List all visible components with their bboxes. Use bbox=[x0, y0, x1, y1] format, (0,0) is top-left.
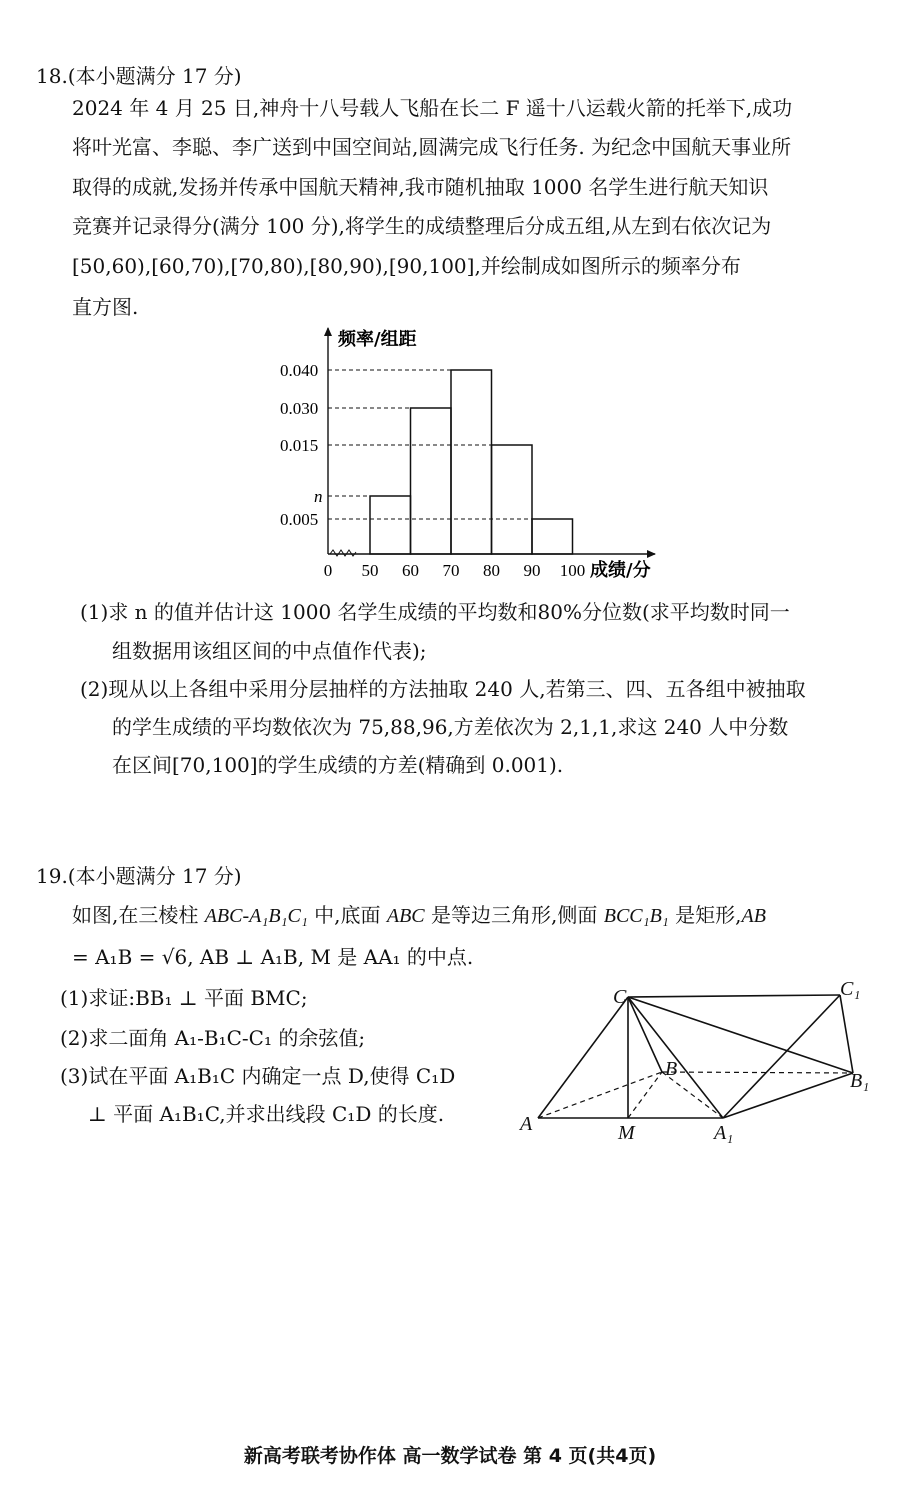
label-C1: C₁ bbox=[840, 978, 861, 1000]
q18-part2-line3: 在区间[70,100]的学生成绩的方差(精确到 0.001). bbox=[112, 753, 564, 777]
q19-part3-line2: ⊥ 平面 A₁B₁C,并求出线段 C₁D 的长度. bbox=[88, 1102, 445, 1126]
y-tick-label: 0.040 bbox=[280, 361, 319, 380]
y-tick-label: 0.005 bbox=[280, 510, 319, 529]
q18-line-2: 将叶光富、李聪、李广送到中国空间站,圆满完成飞行任务. 为纪念中国航天事业所 bbox=[72, 135, 792, 159]
label-B: B bbox=[665, 1058, 678, 1080]
face-name: BCC₁B₁ bbox=[603, 905, 669, 927]
q18-part2-line2: 的学生成绩的平均数依次为 75,88,96,方差依次为 2,1,1,求这 240 人中分数 bbox=[112, 715, 789, 739]
x-tick-label: 50 bbox=[361, 561, 379, 580]
label-M: M bbox=[618, 1122, 635, 1144]
label-A1: A₁ bbox=[714, 1122, 734, 1144]
y-tick-label: 0.030 bbox=[280, 399, 319, 418]
q18-header: 18.(本小题满分 17 分) bbox=[36, 64, 242, 88]
q18-line-1: 2024 年 4 月 25 日,神舟十八号载人飞船在长二 F 遥十八运载火箭的托举下,成功 bbox=[72, 96, 793, 120]
label-A: A bbox=[520, 1113, 533, 1135]
label-B1: B₁ bbox=[850, 1070, 870, 1092]
q19-line-1 bbox=[72, 899, 766, 928]
q19-header: 19.(本小题满分 17 分) bbox=[36, 864, 242, 888]
q19-line1-end: 是矩形, bbox=[668, 903, 742, 927]
y-axis-label: 频率/组距 bbox=[338, 329, 417, 350]
x-tick-label: 100 bbox=[559, 561, 586, 580]
x-tick-label: 0 bbox=[323, 561, 333, 580]
q19-line-2: = A₁B = √6, AB ⊥ A₁B, M 是 AA₁ 的中点. bbox=[72, 945, 474, 969]
x-tick-label: 80 bbox=[483, 561, 500, 580]
q18-line-5: [50,60),[60,70),[70,80),[80,90),[90,100],并绘制成如图所示的频率分布 bbox=[72, 254, 741, 278]
q18-part1-line1: (1)求 n 的值并估计这 1000 名学生成绩的平均数和80%分位数(求平均数时同一 bbox=[80, 600, 790, 624]
histogram-bar-1 bbox=[370, 496, 411, 554]
x-axis-label: 成绩/分 bbox=[590, 560, 651, 581]
histogram-bar-3 bbox=[451, 370, 492, 554]
q18-line-3: 取得的成就,发扬并传承中国航天精神,我市随机抽取 1000 名学生进行航天知识 bbox=[72, 175, 769, 199]
q19-line1-mid: 中,底面 bbox=[307, 903, 387, 927]
prism-name: ABC-A₁B₁C₁ bbox=[204, 905, 308, 927]
q19-part2: (2)求二面角 A₁-B₁C-C₁ 的余弦值; bbox=[60, 1026, 366, 1050]
q19-line1-mid2: 是等边三角形,侧面 bbox=[424, 903, 604, 927]
page-footer: 新高考联考协作体 高一数学试卷 第 4 页(共4页) bbox=[243, 1445, 657, 1467]
q18-part2-line1: (2)现从以上各组中采用分层抽样的方法抽取 240 人,若第三、四、五各组中被抽取 bbox=[80, 677, 806, 701]
base-name: ABC bbox=[386, 905, 425, 927]
q18-part1-line2: 组数据用该组区间的中点值作代表); bbox=[112, 639, 427, 663]
segment-ab: AB bbox=[741, 905, 766, 927]
histogram-bar-5 bbox=[532, 519, 573, 554]
q18-line-6: 直方图. bbox=[72, 295, 139, 319]
y-tick-label: n bbox=[314, 487, 323, 506]
prism-figure bbox=[510, 975, 880, 1150]
q19-line1-pre: 如图,在三棱柱 bbox=[72, 903, 205, 927]
x-tick-label: 90 bbox=[523, 561, 541, 580]
axis-break-icon bbox=[330, 550, 356, 556]
q19-part3-line1: (3)试在平面 A₁B₁C 内确定一点 D,使得 C₁D bbox=[60, 1064, 456, 1088]
q18-line-4: 竞赛并记录得分(满分 100 分),将学生的成绩整理后分成五组,从左到右依次记为 bbox=[72, 214, 772, 238]
frequency-histogram bbox=[260, 320, 670, 585]
histogram-bar-4 bbox=[492, 445, 533, 554]
histogram-bar-2 bbox=[411, 408, 452, 554]
x-tick-label: 70 bbox=[442, 561, 460, 580]
q19-part1: (1)求证:BB₁ ⊥ 平面 BMC; bbox=[60, 986, 308, 1010]
x-tick-label: 60 bbox=[402, 561, 419, 580]
y-tick-label: 0.015 bbox=[280, 436, 319, 455]
label-C: C bbox=[613, 986, 627, 1008]
